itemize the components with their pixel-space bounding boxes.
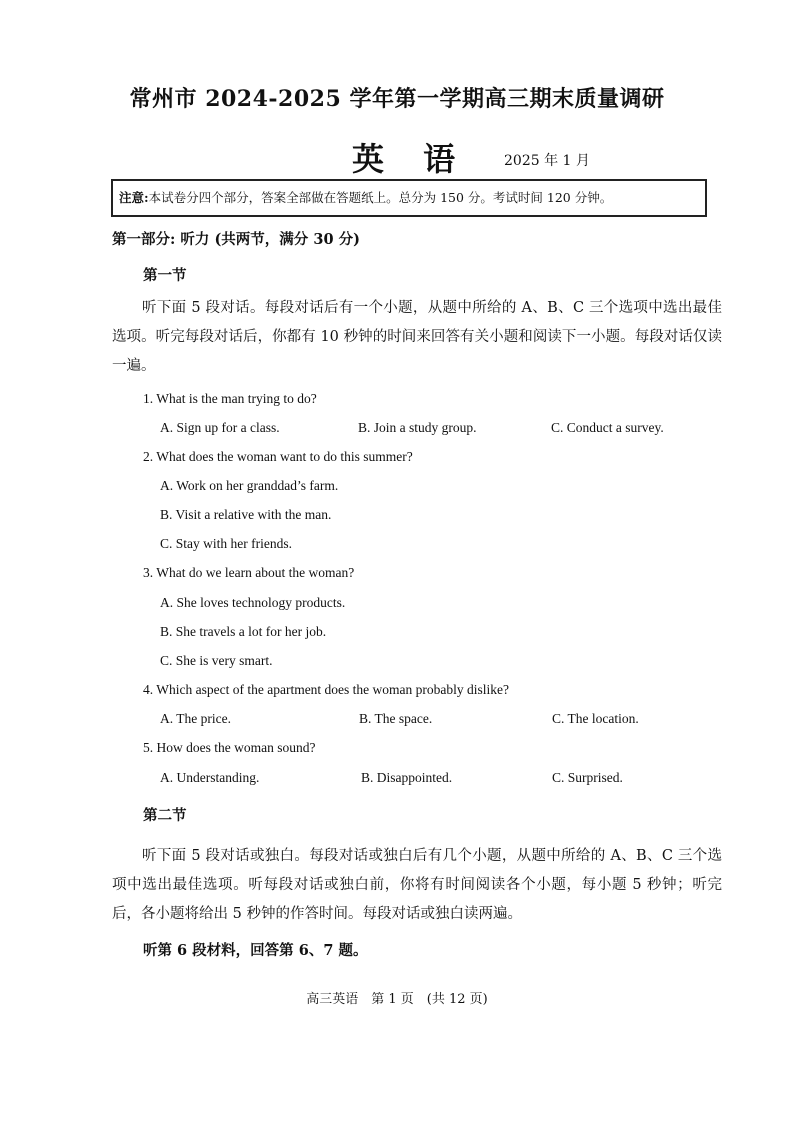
q5-option-a: A. Understanding. bbox=[160, 770, 260, 785]
q4-option-c: C. The location. bbox=[552, 711, 639, 726]
q1-option-b: B. Join a study group. bbox=[358, 420, 477, 435]
section2-heading: 第二节 bbox=[143, 807, 187, 824]
q1-option-a: A. Sign up for a class. bbox=[160, 420, 280, 435]
q5-option-b: B. Disappointed. bbox=[361, 770, 453, 785]
q3-option-a: A. She loves technology products. bbox=[160, 595, 346, 610]
question-5: 5. How does the woman sound? bbox=[143, 740, 316, 755]
question-2: 2. What does the woman want to do this summer? bbox=[143, 449, 413, 464]
q4-option-a: A. The price. bbox=[160, 711, 231, 726]
q2-option-a: A. Work on her granddad’s farm. bbox=[160, 478, 339, 493]
question-3: 3. What do we learn about the woman? bbox=[143, 565, 355, 580]
subject-heading: 英 语 bbox=[352, 140, 470, 178]
notice-label: 注意: bbox=[119, 190, 149, 205]
part1-heading: 第一部分: 听力 (共两节，满分 30 分) bbox=[112, 231, 360, 248]
material-note: 听第 6 段材料，回答第 6、7 题。 bbox=[143, 942, 368, 959]
q1-option-c: C. Conduct a survey. bbox=[551, 420, 664, 435]
exam-title: 常州市 2024-2025 学年第一学期高三期末质量调研 bbox=[129, 86, 665, 112]
page-footer: 高三英语 第 1 页 (共 12 页) bbox=[306, 992, 488, 1007]
question-4: 4. Which aspect of the apartment does the woman probably dislike? bbox=[143, 682, 510, 697]
q4-option-b: B. The space. bbox=[359, 711, 433, 726]
section1-heading: 第一节 bbox=[143, 267, 187, 284]
q2-option-b: B. Visit a relative with the man. bbox=[160, 507, 332, 522]
notice-box bbox=[111, 179, 707, 217]
question-1: 1. What is the man trying to do? bbox=[143, 391, 317, 406]
section1-instructions: 听下面 5 段对话。每段对话后有一个小题，从题中所给的 A、B、C 三个选项中选出最佳选项。听完每段对话后，你都有 10 秒钟的时间来回答有关小题和阅读下一小题。每段对话仅读一遍。 bbox=[112, 300, 722, 374]
notice-text: 本试卷分四个部分，答案全部做在答题纸上。总分为 150 分。考试时间 120 分钟。 bbox=[148, 190, 613, 205]
q3-option-c: C. She is very smart. bbox=[160, 653, 273, 668]
q2-option-c: C. Stay with her friends. bbox=[160, 536, 292, 551]
exam-date: 2025 年 1 月 bbox=[504, 153, 590, 169]
section2-instructions: 听下面 5 段对话或独白。每段对话或独白后有几个小题，从题中所给的 A、B、C 三个选项中选出最佳选项。听每段对话或独白前，你将有时间阅读各个小题，每小题 5 秒钟；听完后，各小题将给出 5 秒钟的作答时间。每段对话或独白读两遍。 bbox=[112, 848, 722, 922]
q5-option-c: C. Surprised. bbox=[552, 770, 623, 785]
q3-option-b: B. She travels a lot for her job. bbox=[160, 624, 327, 639]
